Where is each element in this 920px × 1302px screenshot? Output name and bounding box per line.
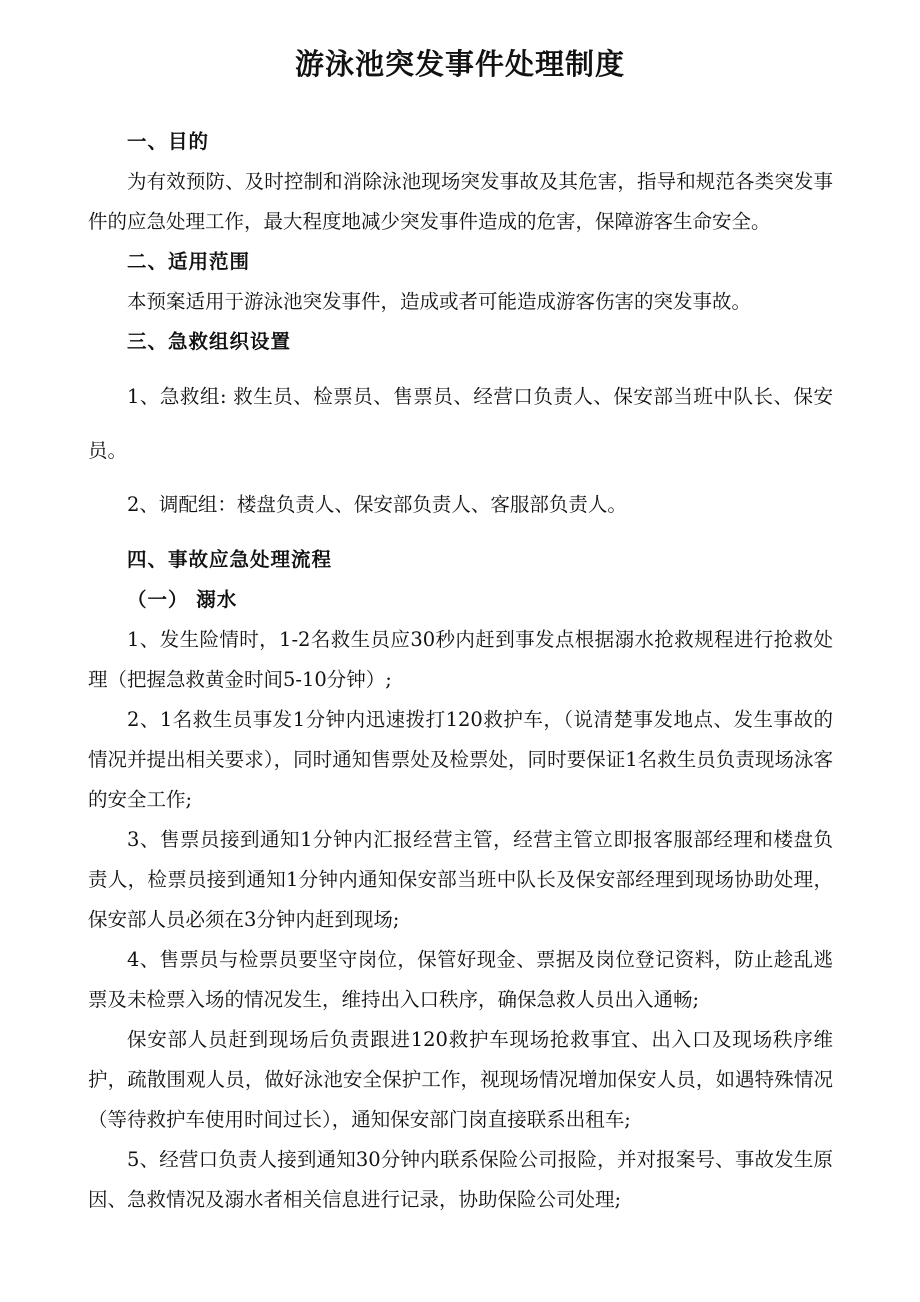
org-item-1: 1、急救组: 救生员、检票员、售票员、经营口负责人、保安部当班中队长、保安员。 (88, 385, 833, 462)
purpose-heading: 一、目的 (127, 130, 210, 153)
drowning-heading: （一） 溺水 (127, 588, 238, 611)
step-2: 2、1名救生员事发1分钟内迅速拨打120救护车，（说清楚事发地点、发生事故的情况并提出相关要求），同时通知售票处及检票处，同时要保证1名救生员负责现场泳客的安全工作; (88, 708, 833, 811)
scope-heading: 二、适用范围 (127, 250, 251, 273)
step-5: 5、经营口负责人接到通知30分钟内联系保险公司报险，并对报案号、事故发生原因、急救情况及溺水者相关信息进行记录，协助保险公司处理; (88, 1148, 833, 1211)
step-4: 4、售票员与检票员要坚守岗位，保管好现金、票据及岗位登记资料，防止趁乱逃票及未检票入场的情况发生，维持出入口秩序，确保急救人员出入通畅; (88, 948, 833, 1011)
step-3: 3、售票员接到通知1分钟内汇报经营主管，经营主管立即报客服部经理和楼盘负责人，检票员接到通知1分钟内通知保安部当班中队长及保安部经理到现场协助处理，保安部人员必须在3分钟内赶到现场; (88, 828, 833, 931)
document-title: 游泳池突发事件处理制度 (294, 47, 625, 81)
process-heading: 四、事故应急处理流程 (127, 548, 333, 571)
scope-text: 本预案适用于游泳池突发事件，造成或者可能造成游客伤害的突发事故。 (127, 290, 752, 313)
step-1: 1、发生险情时，1-2名救生员应30秒内赶到事发点根据溺水抢救规程进行抢救处理（把握急救黄金时间5-10分钟）; (88, 628, 833, 691)
purpose-text: 为有效预防、及时控制和消除泳池现场突发事故及其危害，指导和规范各类突发事件的应急处理工作，最大程度地减少突发事件造成的危害，保障游客生命安全。 (88, 170, 833, 233)
step-4-security: 保安部人员赶到现场后负责跟进120救护车现场抢救事宜、出入口及现场秩序维护，疏散围观人员，做好泳池安全保护工作，视现场情况增加保安人员，如遇特殊情况（等待救护车使用时间过长），通知保安部门岗直接联系出租车; (88, 1028, 833, 1131)
org-item-2: 2、调配组：楼盘负责人、保安部负责人、客服部负责人。 (127, 493, 627, 516)
document-body (88, 122, 833, 1220)
org-heading: 三、急救组织设置 (127, 330, 292, 353)
